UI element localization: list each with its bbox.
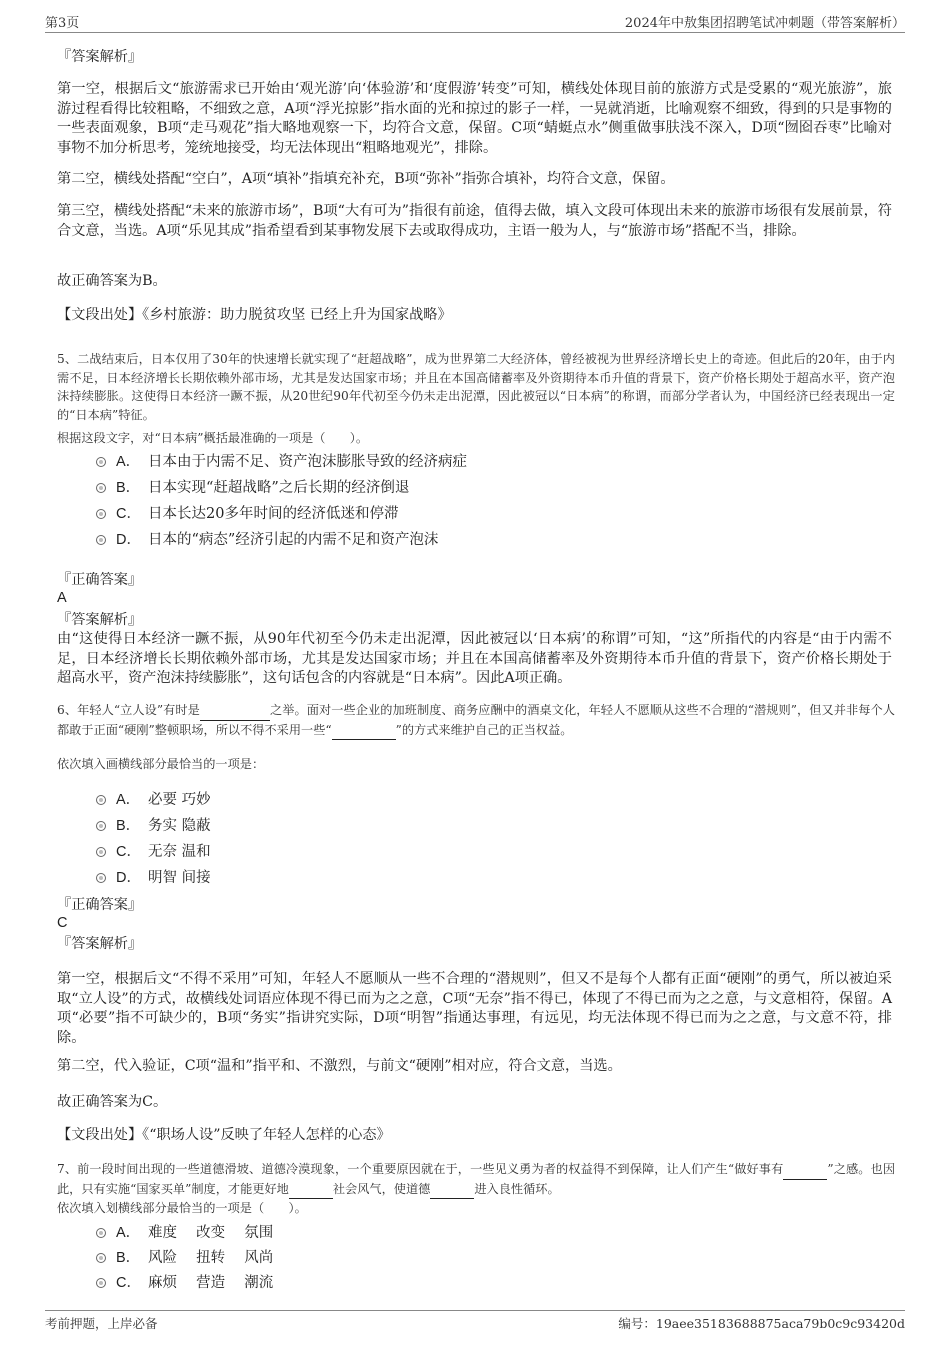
- analysis-paragraph: 第一空，根据后文“不得不采用”可知，年轻人不愿顺从一些不合理的“潜规则”，但又不是每个人都有正面“硬刚”的勇气，所以被迫采取“立人设”的方式，故横线处词语应体现不得已而为之之意，C项“无奈”指不得已，体现了不得已而为之之意，与文意相符，保留。A项“必要”指不可缺少的，B项“务实”指讲究实际，D项“明智”指通达事理，有远见，均无法体现不得已而为之之意，与文意不符，排除。: [57, 971, 892, 1046]
- analysis-label: 『答案解析』: [57, 936, 143, 952]
- option-a[interactable]: A． 日本由于内需不足、资产泡沫膨胀导致的经济病症: [96, 452, 467, 472]
- footer-slogan: 考前押题，上岸必备: [45, 1316, 158, 1331]
- question-stem: 5、二战结束后，日本仅用了30年的快速增长就实现了“赶超战略”，成为世界第二大经济体，曾经被视为世界经济增长史上的奇迹。但此后的20年，由于内需不足，日本经济增长长期依赖外部市场，尤其是发达国家市场；并且在本国高储蓄率及外资期待本币升值的背景下，资产价格长期处于超高水平，资产泡沫持续膨胀。这使得日本经济一蹶不振，从20世纪90年代初至今仍未走出泥潭，因此被冠以“日本病”的称谓，而部分学者认为，中国经济已经表现出一定的“日本病”特征。: [57, 352, 895, 422]
- page-number: 第3页: [45, 16, 80, 31]
- option-b[interactable]: B． 日本实现“赶超战略”之后长期的经济倒退: [96, 478, 409, 498]
- radio-icon[interactable]: [96, 509, 106, 519]
- analysis-paragraph: 第二空，横线处搭配“空白”，A项“填补”指填充补充，B项“弥补”指弥合填补，均符合文意，保留。: [57, 171, 675, 187]
- fill-blank: [289, 1180, 333, 1200]
- correct-answer-label: 『正确答案』: [57, 572, 143, 588]
- radio-icon[interactable]: [96, 535, 106, 545]
- radio-icon[interactable]: [96, 847, 106, 857]
- document-id: 编号：19aee35183688875aca79b0c9c93420d: [618, 1316, 905, 1331]
- correct-answer: C: [57, 915, 68, 931]
- correct-answer: A: [57, 590, 67, 606]
- option-b[interactable]: B． 风险 扭转 风尚: [96, 1248, 273, 1268]
- radio-icon[interactable]: [96, 1278, 106, 1288]
- fill-blank: [200, 701, 270, 721]
- radio-icon[interactable]: [96, 1228, 106, 1238]
- question-stem: 6、年轻人“立人设”有时是 之举。面对一些企业的加班制度、商务应酬中的酒桌文化，年轻人不愿顺从这些不合理的“潜规则”，但又并非每个人都敢于正面“硬刚”整顿职场，所以不得不采用一些“ ”的方式来维护自己的正当权益。: [57, 701, 895, 740]
- option-b[interactable]: B． 务实 隐蔽: [96, 816, 211, 836]
- analysis-label: 『答案解析』: [57, 612, 143, 628]
- question-prompt: 依次填入划横线部分最恰当的一项是（ ）。: [57, 1201, 307, 1215]
- radio-icon[interactable]: [96, 821, 106, 831]
- analysis-paragraph: 由“这使得日本经济一蹶不振，从90年代初至今仍未走出泥潭，因此被冠以‘日本病’的称谓”可知，“这”所指代的内容是“由于内需不足，日本经济增长长期依赖外部市场，尤其是发达国家市场；并且在本国高储蓄率及外资期待本币升值的背景下，资产价格长期处于超高水平，资产泡沫持续膨胀”，这句话包含的内容就是“日本病”。因此A项正确。: [57, 631, 892, 686]
- radio-icon[interactable]: [96, 873, 106, 883]
- option-c[interactable]: C． 麻烦 营造 潮流: [96, 1273, 273, 1293]
- radio-icon[interactable]: [96, 1253, 106, 1263]
- radio-icon[interactable]: [96, 457, 106, 467]
- option-a[interactable]: A． 必要 巧妙: [96, 790, 211, 810]
- option-c[interactable]: C． 无奈 温和: [96, 842, 211, 862]
- option-d[interactable]: D． 日本的“病态”经济引起的内需不足和资产泡沫: [96, 530, 438, 550]
- fill-blank: [332, 721, 396, 741]
- question-prompt: 依次填入画横线部分最恰当的一项是：: [57, 757, 265, 771]
- analysis-paragraph: 第二空，代入验证，C项“温和”指平和、不激烈，与前文“硬刚”相对应，符合文意，当选。: [57, 1058, 622, 1074]
- answer-conclusion: 故正确答案为B。: [57, 273, 167, 289]
- radio-icon[interactable]: [96, 483, 106, 493]
- source-citation: 【文段出处】《“职场人设”反映了年轻人怎样的心态》: [57, 1127, 391, 1143]
- question-prompt: 根据这段文字，对“日本病”概括最准确的一项是（ ）。: [57, 431, 369, 445]
- analysis-label: 『答案解析』: [57, 49, 143, 65]
- option-d[interactable]: D． 明智 间接: [96, 868, 211, 888]
- analysis-paragraph: 第三空，横线处搭配“未来的旅游市场”，B项“大有可为”指很有前途，值得去做，填入文段可体现出未来的旅游市场很有发展前景，符合文意，当选。A项“乐见其成”指希望看到某事物发展下去或取得成功，主语一般为人，与“旅游市场”搭配不当，排除。: [57, 203, 892, 239]
- radio-icon[interactable]: [96, 795, 106, 805]
- question-stem: 7、前一段时间出现的一些道德滑坡、道德冷漠现象，一个重要原因就在于，一些见义勇为者的权益得不到保障，让人们产生“做好事有 ”之感。也因此，只有实施“国家买单”制度，才能更好地 社会风气，使道德 进入良性循环。: [57, 1160, 895, 1199]
- analysis-paragraph: 第一空，根据后文“旅游需求已开始由‘观光游’向‘体验游’和‘度假游’转变”可知，横线处体现目前的旅游方式是受累的“观光旅游”，旅游过程看得比较粗略，不细致之意，A项“浮光掠影”指水面的光和掠过的影子一样，一晃就消逝，比喻观察不细致，得到的只是事物的一些表面观象，B项“走马观花”指大略地观察一下，均符合文意，保留。C项“蜻蜓点水”侧重做事肤浅不深入，D项“囫囵吞枣”比喻对事物不加分析思考，笼统地接受，均无法体现出“粗略地观光”，排除。: [57, 81, 892, 156]
- option-a[interactable]: A． 难度 改变 氛围: [96, 1223, 273, 1243]
- correct-answer-label: 『正确答案』: [57, 897, 143, 913]
- document-title: 2024年中敖集团招聘笔试冲刺题（带答案解析）: [624, 16, 905, 31]
- fill-blank: [783, 1160, 827, 1180]
- fill-blank: [430, 1180, 474, 1200]
- page-header: [45, 12, 905, 32]
- header-divider: [45, 32, 905, 33]
- answer-conclusion: 故正确答案为C。: [57, 1094, 168, 1110]
- footer-divider: [45, 1310, 905, 1311]
- source-citation: 【文段出处】《乡村旅游：助力脱贫攻坚 已经上升为国家战略》: [57, 307, 452, 323]
- option-c[interactable]: C． 日本长达20多年时间的经济低迷和停滞: [96, 504, 398, 524]
